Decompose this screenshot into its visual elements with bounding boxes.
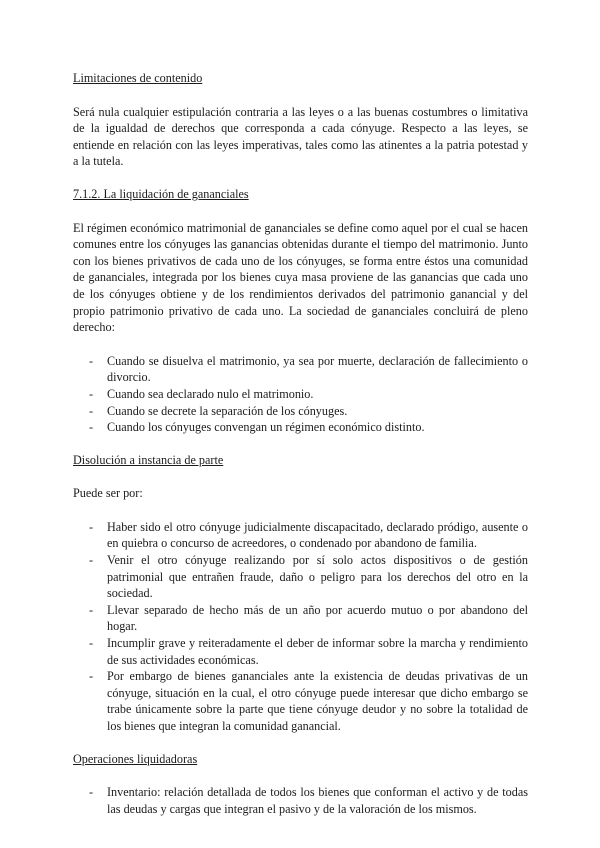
list-item: - Llevar separado de hecho más de un año por acuerdo mutuo o por abandono del hogar. (89, 602, 528, 634)
list-item: - Cuando sea declarado nulo el matrimonio. (89, 386, 314, 401)
paragraph-limitaciones: Será nula cualquier estipulación contraria a las leyes o a las buenas costumbres o limitativa de la igualdad de derechos que corresponda a cada cónyuge. Respecto a las leyes, se entiende en relación con las leyes imperativas, tales como las atinentes a la patria potestad y a la tutela. (73, 104, 528, 169)
paragraph-disolucion-intro: Puede ser por: (73, 486, 143, 501)
list-item: - Cuando los cónyuges convengan un régimen económico distinto. (89, 420, 425, 435)
list-disolucion (73, 519, 528, 735)
list-item: - Por embargo de bienes gananciales ante la existencia de deudas privativas de un cónyuge, situación en la cual, el otro cónyuge puede interesar que dicho embargo se trabe únicamente sobre la parte que tiene cónyuge deudor y no sobre la totalidad de los bienes que integran la comunidad ganancial. (89, 669, 528, 733)
section-heading-operaciones: Operaciones liquidadoras (73, 751, 198, 766)
document-page (73, 70, 528, 817)
list-item: - Cuando se disuelva el matrimonio, ya sea por muerte, declaración de fallecimiento o divorcio. (89, 353, 528, 385)
section-heading-disolucion: Disolución a instancia de parte (73, 452, 224, 467)
paragraph-liquidacion: El régimen económico matrimonial de gananciales se define como aquel por el cual se hacen comunes entre los cónyuges las ganancias obtenidas durante el tiempo del matrimonio. Junto con los bienes privativos de cada uno de los cónyuges, se forma entre éstos una comunidad de gananciales, integrada por los bienes cuya masa proviene de las ganancias que cada uno de los cónyuges obtiene y de los rendimientos derivados del patrimonio ganancial y del propio patrimonio privativo de cada uno. La sociedad de gananciales concluirá de pleno derecho: (73, 220, 528, 335)
list-liquidacion (73, 353, 528, 436)
list-operaciones (73, 784, 528, 817)
list-item: - Incumplir grave y reiteradamente el deber de informar sobre la marcha y rendimiento de sus actividades económicas. (89, 636, 528, 667)
list-item: - Inventario: relación detallada de todos los bienes que conforman el activo y de todas las deudas y cargas que integran el pasivo y de la valoración de los mismos. (89, 785, 528, 816)
list-item: - Haber sido el otro cónyuge judicialmente discapacitado, declarado pródigo, ausente o en quiebra o concurso de acreedores, o condenado por abandono de familia. (89, 519, 528, 551)
list-item: - Venir el otro cónyuge realizando por sí solo actos dispositivos o de gestión patrimonial que entrañen fraude, daño o peligro para los derechos del otro en la sociedad. (89, 553, 528, 601)
section-heading-liquidacion: 7.1.2. La liquidación de gananciales (73, 186, 249, 201)
section-heading-limitaciones: Limitaciones de contenido (73, 71, 203, 85)
list-item: - Cuando se decrete la separación de los cónyuges. (89, 403, 348, 418)
